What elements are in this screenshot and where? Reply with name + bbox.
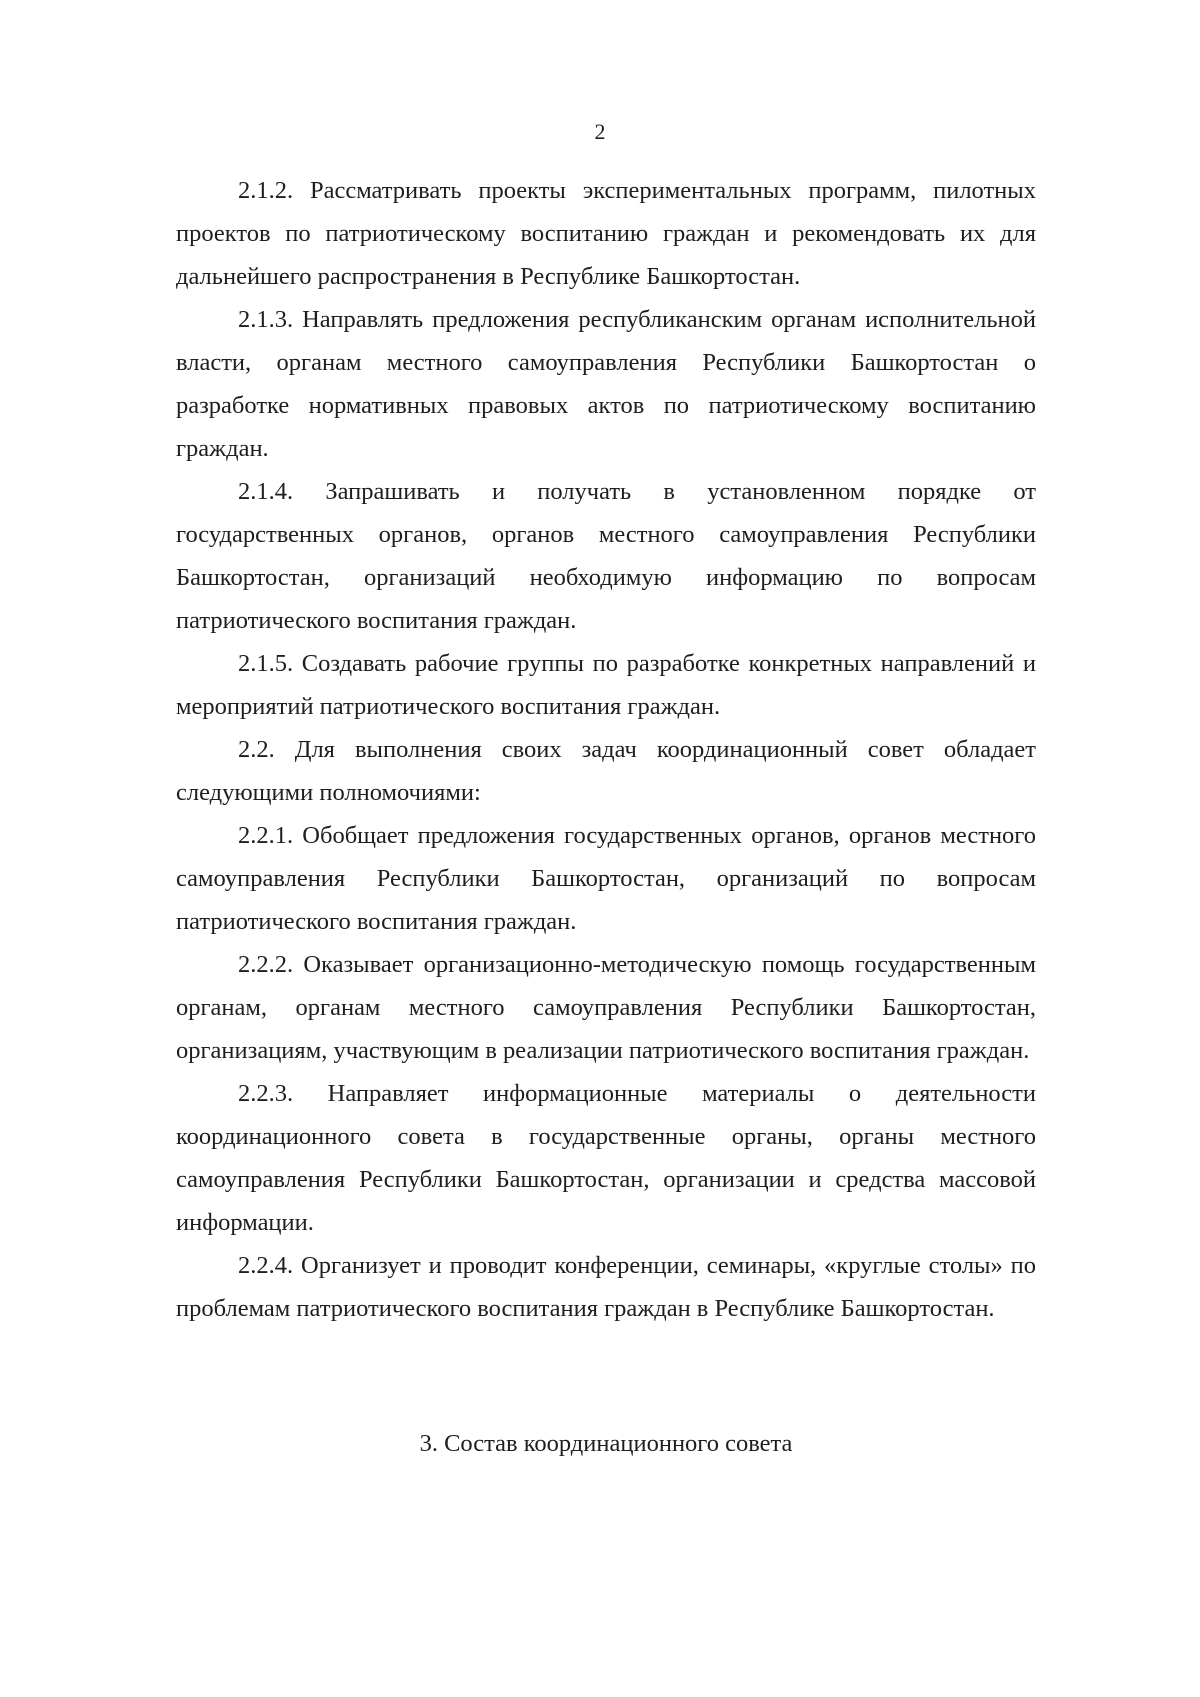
paragraph-2-1-4: 2.1.4. Запрашивать и получать в установленном порядке от государственных органов, органов местного самоуправления Республики Башкортостан, организаций необходимую информацию по вопросам патриотического воспитания граждан. [176, 478, 1036, 634]
paragraph-2-1-5: 2.1.5. Создавать рабочие группы по разработке конкретных направлений и мероприятий патриотического воспитания граждан. [176, 650, 1036, 720]
paragraph-2-2-4: 2.2.4. Организует и проводит конференции, семинары, «круглые столы» по проблемам патриотического воспитания граждан в Республике Башкортостан. [176, 1252, 1036, 1322]
paragraph-2-2-3: 2.2.3. Направляет информационные материалы о деятельности координационного совета в государственные органы, органы местного самоуправления Республики Башкортостан, организации и средства массовой информации. [176, 1080, 1036, 1236]
page-number: 2 [594, 119, 606, 144]
document-body [176, 169, 1036, 1330]
section-heading: 3. Состав координационного совета [419, 1430, 793, 1457]
paragraph-2-2: 2.2. Для выполнения своих задач координационный совет обладает следующими полномочиями: [176, 736, 1036, 806]
paragraph-2-2-2: 2.2.2. Оказывает организационно-методическую помощь государственным органам, органам местного самоуправления Республики Башкортостан, организациям, участвующим в реализации патриотического воспитания граждан. [176, 951, 1036, 1064]
paragraph-2-1-2: 2.1.2. Рассматривать проекты экспериментальных программ, пилотных проектов по патриотическому воспитанию граждан и рекомендовать их для дальнейшего распространения в Республике Башкортостан. [176, 177, 1036, 290]
paragraph-2-2-1: 2.2.1. Обобщает предложения государственных органов, органов местного самоуправления Республики Башкортостан, организаций по вопросам патриотического воспитания граждан. [176, 822, 1036, 935]
paragraph-2-1-3: 2.1.3. Направлять предложения республиканским органам исполнительной власти, органам местного самоуправления Республики Башкортостан о разработке нормативных правовых актов по патриотическому воспитанию граждан. [176, 306, 1036, 462]
